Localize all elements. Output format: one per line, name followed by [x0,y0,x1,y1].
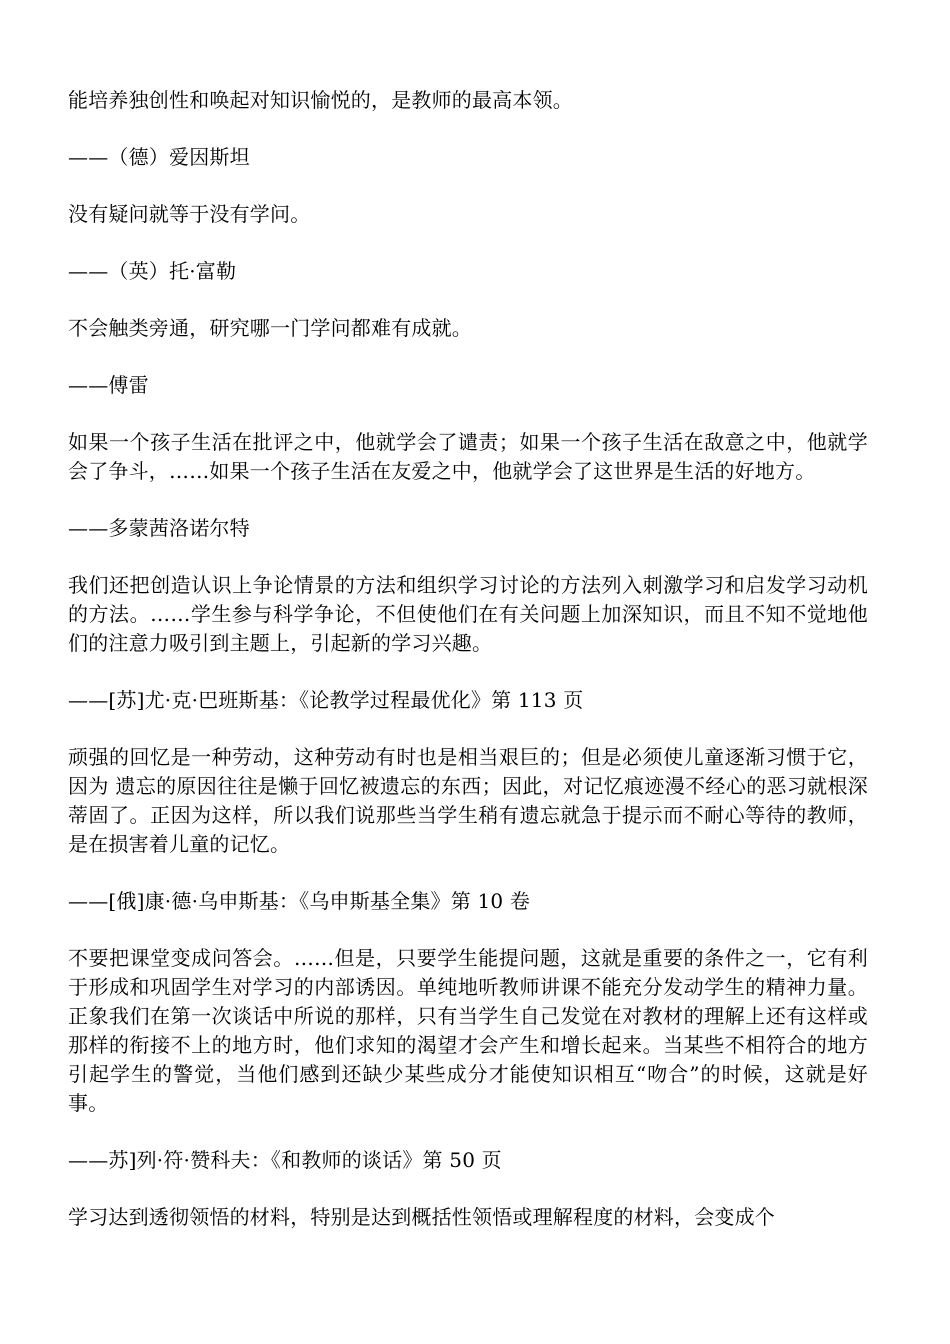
quote-attribution: ——[俄]康·德·乌申斯基：《乌申斯基全集》第 10 卷 [68,889,531,913]
quote-text: 我们还把创造认识上争论情景的方法和组织学习讨论的方法列入刺激学习和启发学习动机的方法。……学生参与科学争论，不但使他们在有关问题上加深知识，而且不知不觉地他们的注意力吸引到主题上，引起新的学习兴趣。 [68,573,868,655]
quote-text: 学习达到透彻领悟的材料，特别是达到概括性领悟或理解程度的材料，会变成个 [68,1205,775,1229]
quote-text: 不会触类旁通，研究哪一门学问都难有成就。 [68,316,472,340]
quote-text: 能培养独创性和唤起对知识愉悦的，是教师的最高本领。 [68,88,573,112]
quote-text: 顽强的回忆是一种劳动，这种劳动有时也是相当艰巨的；但是必须使儿童逐渐习惯于它，因为 遗忘的原因往往是懒于回忆被遗忘的东西；因此，对记忆痕迹漫不经心的恶习就根深蒂固了。正因为这样，所以我们说那些当学生稍有遗忘就急于提示而不耐心等待的教师，是在损害着儿童的记忆。 [68,745,868,856]
quote-attribution: ——苏]列·符·赞科夫：《和教师的谈话》第 50 页 [68,1148,502,1172]
quote-attribution: ——（英）托·富勒 [68,259,237,283]
quote-attribution: ——多蒙茜洛诺尔特 [68,516,250,540]
quote-text: 如果一个孩子生活在批评之中，他就学会了谴责；如果一个孩子生活在敌意之中，他就学会了争斗，……如果一个孩子生活在友爱之中，他就学会了这世界是生活的好地方。 [68,430,868,483]
quote-attribution: ——[苏]尤·克·巴班斯基：《论教学过程最优化》第 113 页 [68,688,584,712]
quote-attribution: ——（德）爱因斯坦 [68,145,250,169]
quote-text: 没有疑问就等于没有学问。 [68,202,311,226]
document-page [68,86,868,1232]
quote-text: 不要把课堂变成问答会。……但是，只要学生能提问题，这就是重要的条件之一，它有利于形成和巩固学生对学习的内部诱因。单纯地听教师讲课不能充分发动学生的精神力量。正象我们在第一次谈话中所说的那样，只有当学生自己发觉在对教材的理解上还有这样或那样的衔接不上的地方时，他们求知的渴望才会产生和增长起来。当某些不相符合的地方引起学生的警觉，当他们感到还缺少某些成分才能使知识相互“吻合”的时候，这就是好事。 [68,946,868,1115]
quote-attribution: ——傅雷 [68,373,149,397]
